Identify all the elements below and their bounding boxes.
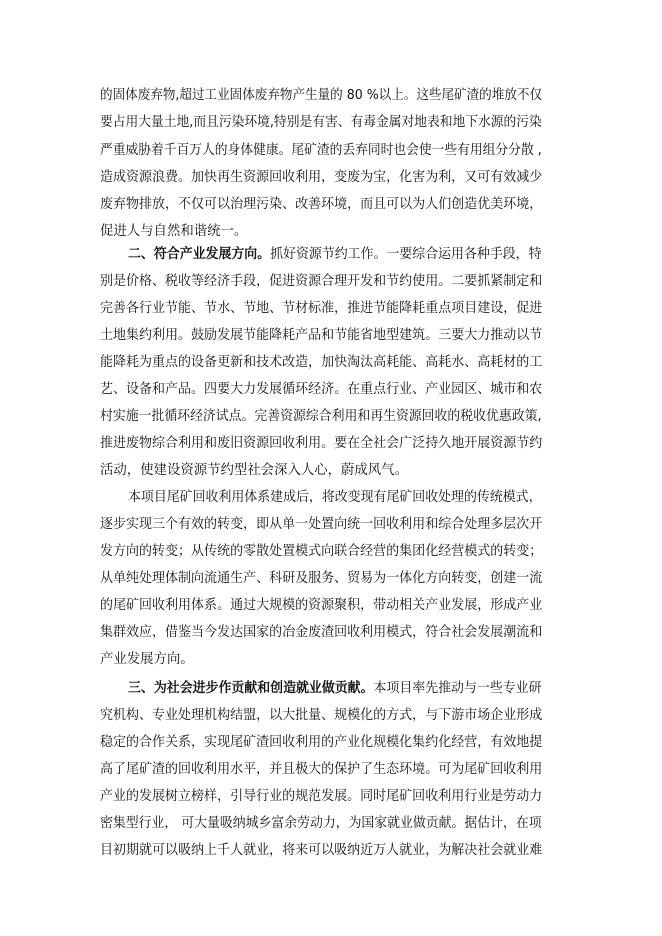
paragraph3-line: 产业发展方向。 [100, 652, 194, 667]
paragraph1-line: 的固体废弃物,超过工业固体废弃物产生量的 80 %以上。这些尾矿渣的堆放不仅 [100, 88, 543, 103]
paragraph3-line: 集群效应，借鉴当今发达国家的冶金废渣回收利用模式，符合社会发展潮流和 [100, 625, 543, 640]
paragraph3-line: 发方向的转变；从传统的零散处置模式向联合经营的集团化经营模式的转变； [100, 544, 543, 559]
paragraph1-line: 严重威胁着千百万人的身体健康。尾矿渣的丢弃同时也会使一些有用组分分散 , [100, 143, 542, 158]
section2-line: 完善各行业节能、节水、节地、节材标准，推进节能降耗重点项目建设，促进 [100, 301, 543, 316]
paragraph3-line: 的尾矿回收利用体系。通过大规模的资源聚积，带动相关产业发展，形成产业 [100, 598, 543, 613]
paragraph3-line: 从单纯处理体制向流通生产、科研及服务、贸易为一体化方向转变，创建一流 [100, 571, 543, 586]
section3-line: 稳定的合作关系，实现尾矿渣回收利用的产业化规模化集约化经营，有效地提 [100, 735, 543, 750]
paragraph1-line: 要占用大量土地,而且污染环境,特别是有害、有毒金属对地表和地下水源的污染 [100, 115, 542, 130]
section2-line: 土地集约利用。鼓励发展节能降耗产品和节能省地型建筑。三要大力推动以节 [100, 328, 543, 343]
section3-line: 究机构、专业处理机构结盟，以大批量、规模化的方式，与下游市场企业形成 [100, 708, 543, 723]
paragraph1-line: 废弃物排放，不仅可以治理污染、改善环境，而且可以为人们创造优美环境， [100, 197, 543, 212]
section2-line: 推进废物综合利用和废旧资源回收利用。要在全社会广泛持久地开展资源节约 [100, 436, 543, 451]
section2-line: 村实施一批循环经济试点。完善资源综合利用和再生资源回收的税收优惠政策, [100, 409, 542, 424]
section3-line: 目初期就可以吸纳上千人就业，将来可以吸纳近万人就业，为解决社会就业难 [100, 843, 543, 858]
section2-heading: 二、符合产业发展方向。 [128, 247, 271, 262]
paragraph1-line: 促进人与自然和谐统一。 [100, 224, 248, 239]
section3-line: 高了尾矿渣的回收利用水平，并且极大的保护了生态环境。可为尾矿回收利用 [100, 762, 543, 777]
section3-line: 产业的发展树立榜样，引导行业的规范发展。同时尾矿回收利用行业是劳动力 [100, 789, 543, 804]
section2-line: 别是价格、税收等经济手段，促进资源合理开发和节约使用。二要抓紧制定和 [100, 274, 543, 289]
section2-line: 艺、设备和产品。四要大力发展循环经济。在重点行业、产业园区、城市和农 [100, 382, 543, 397]
section3-first-line [128, 677, 542, 701]
paragraph3-line: 逐步实现三个有效的转变，即从单一处置向统一回收利用和综合处理多层次开 [100, 517, 543, 532]
section3-line: 密集型行业， 可大量吸纳城乡富余劳动力，为国家就业做贡献。据估计，在项 [100, 816, 542, 831]
section2-first-line [128, 243, 542, 267]
section2-line: 活动，使建设资源节约型社会深入人心，蔚成风气。 [100, 463, 408, 478]
paragraph3-line: 本项目尾矿回收利用体系建成后，将改变现有尾矿回收处理的传统模式， [128, 490, 542, 505]
section2-line: 能降耗为重点的设备更新和技术改造，加快淘汰高耗能、高耗水、高耗材的工 [100, 355, 543, 370]
section3-first-line-text: 本项目率先推动与一些专业研 [373, 681, 542, 696]
paragraph1-line: 造成资源浪费。加快再生资源回收利用，变废为宝，化害为利，又可有效减少 [100, 170, 543, 185]
section3-heading: 三、为社会进步作贡献和创造就业做贡献。 [128, 681, 374, 696]
section2-first-line-text: 抓好资源节约工作。一要综合运用各种手段，特 [270, 247, 542, 262]
